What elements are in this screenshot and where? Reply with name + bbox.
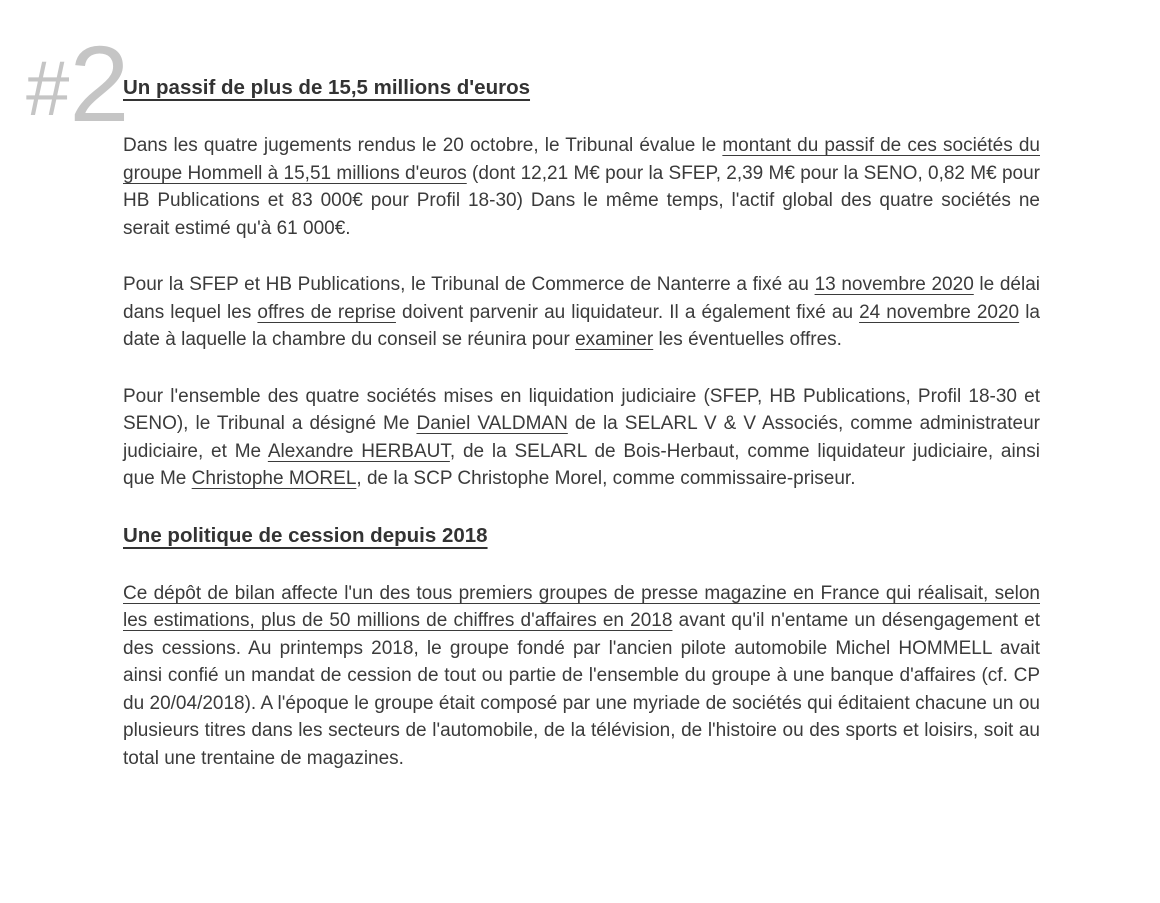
section-heading-2: Une politique de cession depuis 2018 — [123, 523, 488, 547]
text-run: Pour l'ensemble des quatre sociétés mises en liquidation judiciaire (SFEP, HB Publications, Profil 18-30 et SENO), le Tribunal a désigné Me — [123, 385, 1040, 434]
text-run: de la SELARL V & V Associés, comme administrateur judiciaire, et Me — [123, 413, 1040, 462]
text-run: la date à laquelle la chambre du conseil se réunira pour — [123, 301, 1040, 350]
text-run: , de la SELARL de Bois-Herbaut, comme liquidateur judiciaire, ainsi que Me — [123, 440, 1040, 489]
paragraph — [123, 580, 1040, 773]
underlined-text-run: Ce dépôt de bilan affecte l'un des tous premiers groupes de presse magazine en France qui réalisait, selon les estimations, plus de 50 millions de chiffres d'affaires en 2018 — [123, 582, 1040, 631]
paragraph — [123, 383, 1040, 493]
text-run: Dans les quatre jugements rendus le 20 octobre, le Tribunal évalue le — [123, 135, 723, 156]
text-run: le délai dans lequel les — [123, 274, 1040, 323]
text-run: Pour la SFEP et HB Publications, le Tribunal de Commerce de Nanterre a fixé au — [123, 274, 815, 295]
underlined-text-run: 24 novembre 2020 — [859, 301, 1020, 323]
page-number-watermark — [26, 23, 128, 144]
underlined-text-run: 13 novembre 2020 — [814, 274, 974, 295]
text-run: (dont 12,21 M€ pour la SFEP, 2,39 M€ pour la SENO, 0,82 M€ pour HB Publications et 83 000€ pour Profil 18-30) Dans le même temps, l'actif global des quatre sociétés ne serait estimé qu'à 61 000€. — [123, 162, 1040, 239]
paragraph — [123, 271, 1040, 354]
text-run: avant qu'il n'entame un désengagement et des cessions. Au printemps 2018, le groupe fondé par l'ancien pilote automobile Michel HOMMELL avait ainsi confié un mandat de cession de tout ou partie de l'ensemble du groupe à une banque d'affaires (cf. CP du 20/04/2018). A l'époque le groupe était composé par une myriade de sociétés qui éditaient chacune un ou plusieurs titres dans les secteurs de l'automobile, de la télévision, de l'histoire ou des sports et loisirs, soit au total une trentaine de magazines. — [123, 610, 1040, 769]
paragraph — [123, 132, 1040, 242]
underlined-text-run: Alexandre HERBAUT — [267, 440, 450, 462]
underlined-text-run: Daniel VALDMAN — [416, 413, 568, 434]
text-run: les éventuelles offres. — [653, 329, 842, 350]
document-sections — [123, 74, 1040, 801]
underlined-text-run: offres de reprise — [257, 301, 396, 323]
underlined-text-run: montant du passif de ces sociétés du groupe Hommell à 15,51 millions d'euros — [123, 135, 1040, 184]
underlined-text-run: examiner — [575, 329, 654, 350]
text-run: doivent parvenir au liquidateur. Il a également fixé au — [395, 301, 860, 323]
text-run: , de la SCP Christophe Morel, comme commissaire-priseur. — [356, 468, 856, 489]
watermark-hash: # — [26, 44, 70, 132]
watermark-number: 2 — [69, 23, 128, 144]
section-heading-1: Un passif de plus de 15,5 millions d'euros — [123, 76, 531, 99]
underlined-text-run: Christophe MOREL — [191, 468, 357, 489]
